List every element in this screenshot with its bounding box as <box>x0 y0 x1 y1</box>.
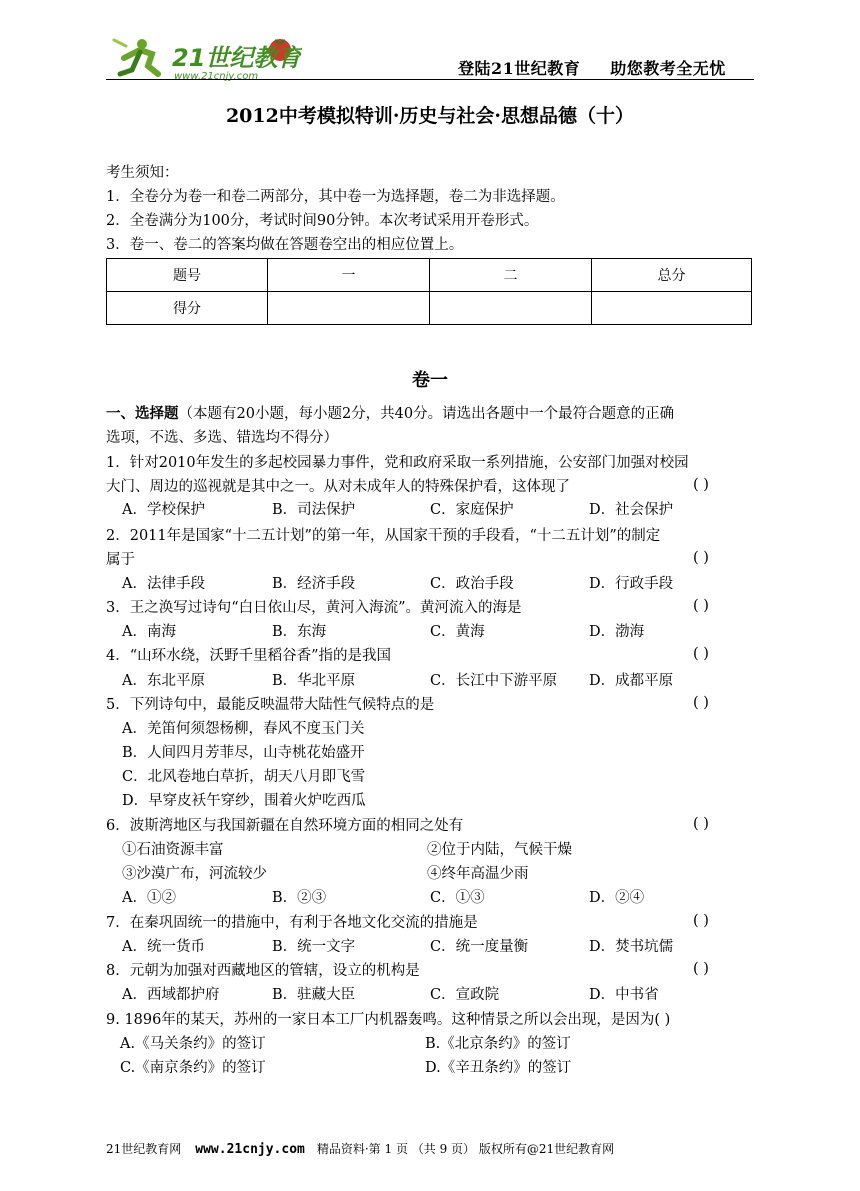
q6-option-d[interactable]: D．②④ <box>589 890 645 906</box>
score-table-header-row <box>107 259 752 292</box>
header-divider <box>106 79 754 80</box>
footer-right: 精品资料·第 1 页 （共 9 页） 版权所有@21世纪教育网 <box>316 1142 615 1156</box>
answer-blank[interactable]: ( ) <box>693 961 709 977</box>
q5-option-a[interactable]: A．羌笛何须怨杨柳，春风不度玉门关 <box>122 721 365 737</box>
q5-option-b[interactable]: B．人间四月芳菲尽，山寺桃花始盛开 <box>122 745 365 761</box>
q5-option-d[interactable]: D．早穿皮袄午穿纱，围着火炉吃西瓜 <box>122 793 366 809</box>
answer-blank[interactable]: ( ) <box>693 550 709 566</box>
q6-item-1: ①石油资源丰富 <box>122 842 224 858</box>
q1-option-c[interactable]: C．家庭保护 <box>430 502 514 518</box>
question-1-line2: 大门、周边的巡视就是其中之一。从对未成年人的特殊保护看，这体现了 <box>106 479 570 495</box>
q2-option-d[interactable]: D．行政手段 <box>589 576 674 592</box>
logo-graphic <box>112 30 302 82</box>
question-4-line1: 4．“山环水绕，沃野千里稻谷香”指的是我国 <box>106 648 392 664</box>
part1-desc-line2: 选项，不选、多选、错选均不得分） <box>106 430 338 446</box>
notice-heading: 考生须知： <box>106 165 179 181</box>
score-cell[interactable] <box>592 292 752 325</box>
q7-option-a[interactable]: A．统一货币 <box>122 939 205 955</box>
site-logo <box>112 30 302 82</box>
answer-blank[interactable]: ( ) <box>693 598 709 614</box>
score-header-cell: 题号 <box>107 259 268 292</box>
q9-option-b[interactable]: B.《北京条约》的签订 <box>425 1036 571 1052</box>
page-title: 2012中考模拟特训·历史与社会·思想品德（十） <box>225 105 635 127</box>
q9-option-d[interactable]: D.《辛丑条约》的签订 <box>425 1060 572 1076</box>
answer-blank[interactable]: ( ) <box>693 477 709 493</box>
question-9-line1: 9. 1896年的某天，苏州的一家日本工厂内机器轰鸣。这种情景之所以会出现，是因为( ) <box>106 1012 671 1028</box>
section-title: 卷一 <box>412 370 448 391</box>
score-cell[interactable] <box>430 292 592 325</box>
notice-item-2: 2．全卷满分为100分，考试时间90分钟。本次考试采用开卷形式。 <box>106 213 539 229</box>
q4-option-b[interactable]: B．华北平原 <box>272 673 356 689</box>
q8-option-b[interactable]: B．驻藏大臣 <box>272 987 356 1003</box>
answer-blank[interactable]: ( ) <box>693 913 709 929</box>
score-header-cell: 总分 <box>592 259 752 292</box>
score-header-cell: 一 <box>268 259 430 292</box>
footer-site-link[interactable]: www.21cnjy.com <box>195 1142 305 1157</box>
q4-option-c[interactable]: C．长江中下游平原 <box>430 673 558 689</box>
q9-option-a[interactable]: A.《马关条约》的签订 <box>120 1036 266 1052</box>
q8-option-c[interactable]: C．宣政院 <box>430 987 500 1003</box>
footer-left: 21世纪教育网 <box>106 1142 182 1156</box>
question-2-line2: 属于 <box>106 552 135 568</box>
notice-item-3: 3．卷一、卷二的答案均做在答题卷空出的相应位置上。 <box>106 237 464 253</box>
answer-blank[interactable]: ( ) <box>693 695 709 711</box>
part1-desc: （本题有20小题，每小题2分，共40分。请选出各题中一个最符合题意的正确 <box>178 406 675 422</box>
notice-item-1: 1．全卷分为卷一和卷二两部分，其中卷一为选择题，卷二为非选择题。 <box>106 189 565 205</box>
answer-blank[interactable]: ( ) <box>693 816 709 832</box>
q7-option-b[interactable]: B．统一文字 <box>272 939 356 955</box>
q2-option-c[interactable]: C．政治手段 <box>430 576 514 592</box>
q6-option-c[interactable]: C．①③ <box>430 890 485 906</box>
q3-option-a[interactable]: A．南海 <box>122 624 176 640</box>
answer-blank[interactable]: ( ) <box>693 646 709 662</box>
q6-option-b[interactable]: B．②③ <box>272 890 327 906</box>
question-8-line1: 8．元朝为加强对西藏地区的管辖，设立的机构是 <box>106 963 420 979</box>
q7-option-c[interactable]: C．统一度量衡 <box>430 939 529 955</box>
q6-item-3: ③沙漠广布，河流较少 <box>122 866 267 882</box>
q7-option-d[interactable]: D．焚书坑儒 <box>589 939 674 955</box>
page-footer <box>106 1140 614 1157</box>
q1-option-b[interactable]: B．司法保护 <box>272 502 356 518</box>
score-table <box>106 258 752 325</box>
q3-option-b[interactable]: B．东海 <box>272 624 327 640</box>
header-slogan <box>458 56 726 79</box>
part1-intro <box>106 404 674 424</box>
question-5-line1: 5．下列诗句中，最能反映温带大陆性气候特点的是 <box>106 697 435 713</box>
question-1-line1: 1．针对2010年发生的多起校园暴力事件，党和政府采取一系列措施，公安部门加强对校园 <box>106 455 689 471</box>
q6-item-2: ②位于内陆，气候干燥 <box>427 842 572 858</box>
q3-option-d[interactable]: D．渤海 <box>589 624 645 640</box>
question-3-line1: 3．王之涣写过诗句“白日依山尽，黄河入海流”。黄河流入的海是 <box>106 600 522 616</box>
q3-option-c[interactable]: C．黄海 <box>430 624 485 640</box>
svg-text:21世纪教育: 21世纪教育 <box>172 44 302 72</box>
question-7-line1: 7．在秦巩固统一的措施中，有利于各地文化交流的措施是 <box>106 915 478 931</box>
question-6-line1: 6．波斯湾地区与我国新疆在自然环境方面的相同之处有 <box>106 818 464 834</box>
q1-option-a[interactable]: A．学校保护 <box>122 502 205 518</box>
score-table-score-row <box>107 292 752 325</box>
q9-option-c[interactable]: C.《南京条约》的签订 <box>120 1060 266 1076</box>
q2-option-b[interactable]: B．经济手段 <box>272 576 356 592</box>
q4-option-a[interactable]: A．东北平原 <box>122 673 205 689</box>
q2-option-a[interactable]: A．法律手段 <box>122 576 205 592</box>
svg-text:www.21cnjy.com: www.21cnjy.com <box>174 71 259 82</box>
score-header-cell: 二 <box>430 259 592 292</box>
q1-option-d[interactable]: D．社会保护 <box>589 502 674 518</box>
q6-option-a[interactable]: A．①② <box>122 890 176 906</box>
score-cell[interactable] <box>268 292 430 325</box>
question-2-line1: 2．2011年是国家“十二五计划”的第一年，从国家干预的手段看，“十二五计划”的制定 <box>106 528 661 544</box>
slogan-right: 助您教考全无忧 <box>610 59 726 78</box>
q6-item-4: ④终年高温少雨 <box>427 866 529 882</box>
q8-option-a[interactable]: A．西域都护府 <box>122 987 220 1003</box>
slogan-left: 登陆21世纪教育 <box>458 59 581 78</box>
score-row-label: 得分 <box>107 292 268 325</box>
q4-option-d[interactable]: D．成都平原 <box>589 673 674 689</box>
part1-label: 一、选择题 <box>106 405 179 422</box>
q8-option-d[interactable]: D．中书省 <box>589 987 659 1003</box>
q5-option-c[interactable]: C．北风卷地白草折，胡天八月即飞雪 <box>122 769 366 785</box>
